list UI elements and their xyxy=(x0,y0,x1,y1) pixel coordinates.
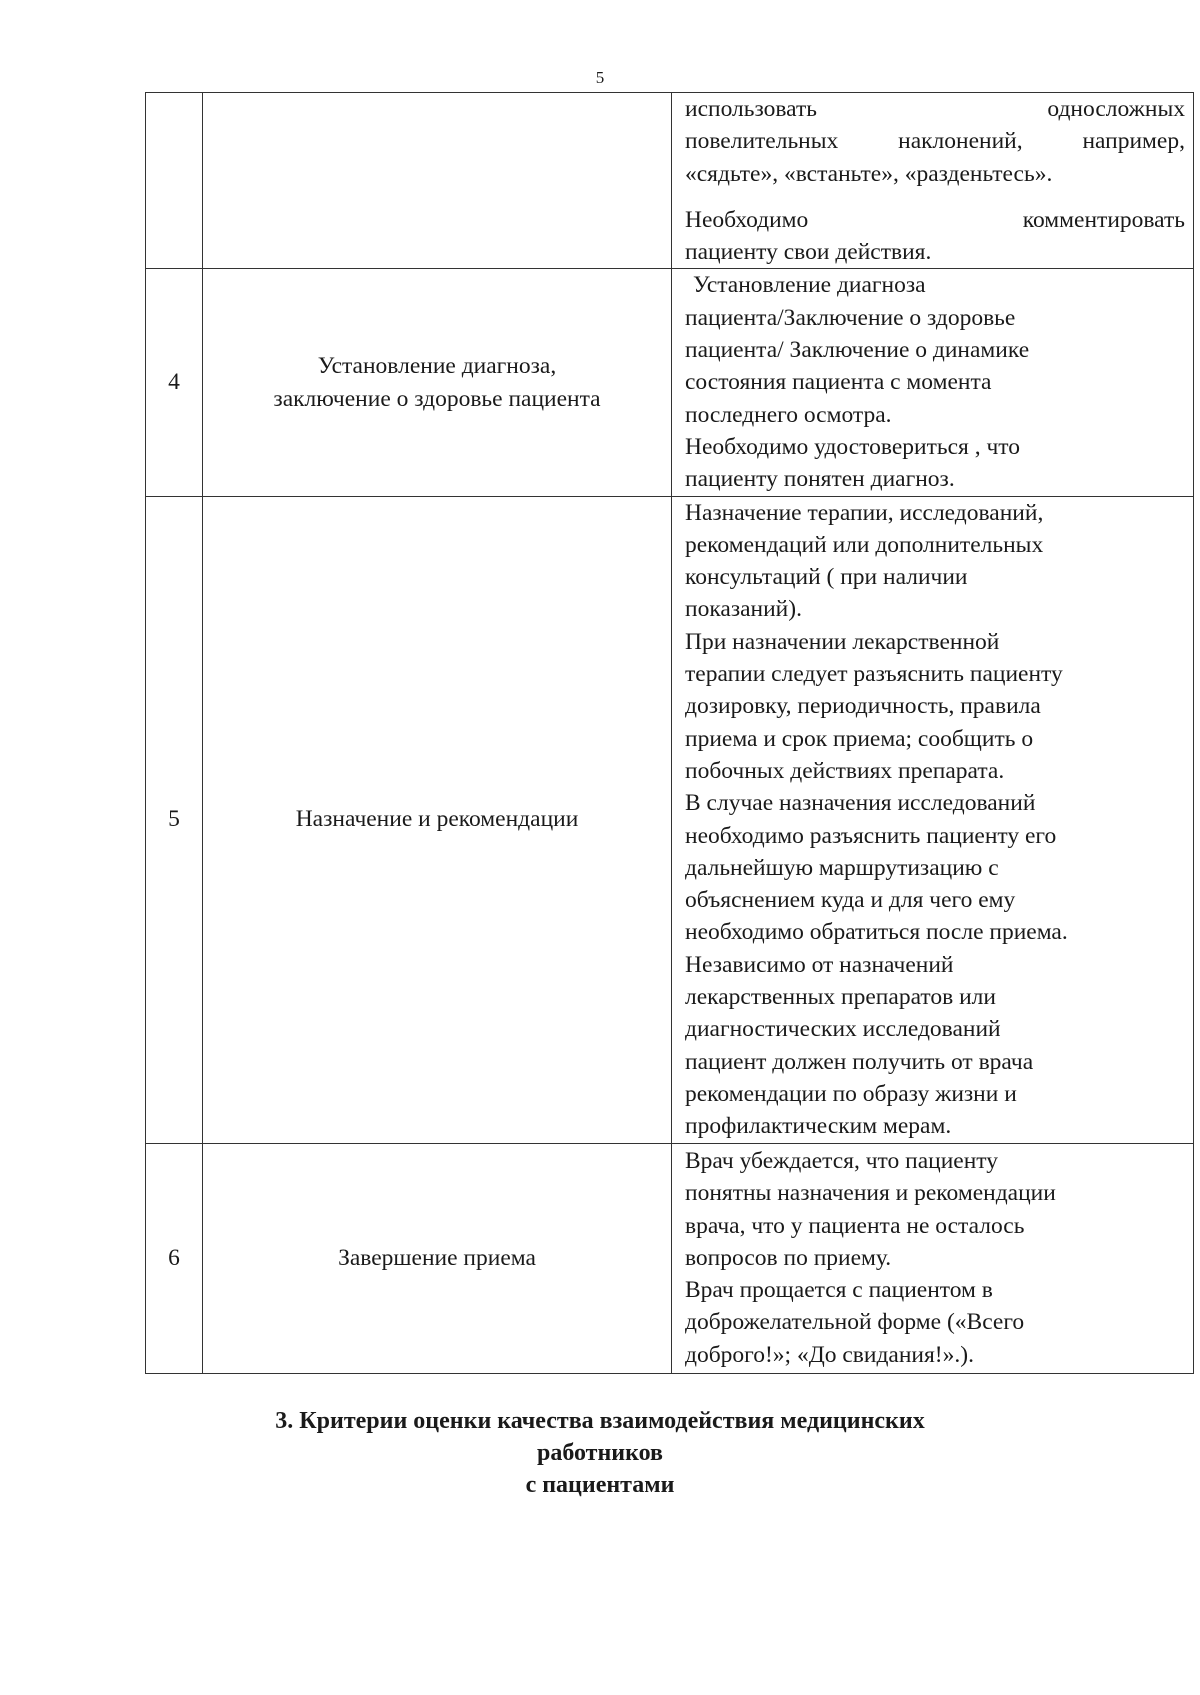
description-line: объяснением куда и для чего ему xyxy=(685,887,1016,914)
description-line: Необходимо удостовериться , что xyxy=(685,433,1020,460)
section-heading xyxy=(0,1405,1200,1501)
description-line: приема и срок приема; сообщить о xyxy=(685,725,1034,752)
description-line: показаний). xyxy=(685,596,802,623)
description-line: диагностических исследований xyxy=(685,1016,1001,1043)
description-line: доброжелательной форме («Всего xyxy=(685,1309,1025,1336)
description-line: состояния пациента с момента xyxy=(685,369,992,396)
stage-cell: Назначение и рекомендации xyxy=(203,496,672,1143)
page-number: 5 xyxy=(595,68,605,87)
row-number-cell xyxy=(146,93,203,269)
description-line: необходимо разъяснить пациенту его xyxy=(685,822,1057,849)
description-line: «сядьте», «встаньте», «разденьтесь». xyxy=(685,160,1053,187)
description-line: доброго!»; «До свидания!».). xyxy=(685,1341,974,1368)
description-line: профилактическим мерам. xyxy=(685,1113,952,1140)
stage-cell: Завершение приема xyxy=(203,1143,672,1373)
description-line: пациента/Заключение о здоровье xyxy=(685,304,1016,331)
description-line: Назначение терапии, исследований, xyxy=(685,499,1044,526)
description-line: терапии следует разъяснить пациенту xyxy=(685,661,1063,688)
description-line: Установление диагноза xyxy=(693,272,926,299)
stage-cell xyxy=(203,93,672,269)
row-number-cell: 5 xyxy=(146,496,203,1143)
description-line: использовать односложных xyxy=(685,96,1185,122)
description-line: понятны назначения и рекомендации xyxy=(685,1180,1056,1207)
description-line: При назначении лекарственной xyxy=(685,628,1000,655)
procedure-table xyxy=(145,92,1194,1374)
description-line: последнего осмотра. xyxy=(685,401,892,428)
description-line: врача, что у пациента не осталось xyxy=(685,1212,1025,1239)
section-heading-line: с пациентами xyxy=(525,1472,675,1498)
table-row xyxy=(146,496,1194,1143)
table-row xyxy=(146,1143,1194,1373)
description-line: вопросов по приему. xyxy=(685,1244,892,1271)
section-heading-line: работников xyxy=(536,1440,664,1466)
description-line: пациенту понятен диагноз. xyxy=(685,466,955,493)
description-line: пациента/ Заключение о динамике xyxy=(685,337,1030,364)
description-line: рекомендаций или дополнительных xyxy=(685,531,1044,558)
description-line: Независимо от назначений xyxy=(685,951,954,978)
table-row xyxy=(146,93,1194,269)
stage-label: Установление диагноза, xyxy=(317,353,557,380)
description-line: дальнейшую маршрутизацию с xyxy=(685,854,999,881)
description-cell xyxy=(672,1143,1194,1373)
description-cell xyxy=(672,496,1194,1143)
description-line: Врач прощается с пациентом в xyxy=(685,1277,993,1304)
description-line: лекарственных препаратов или xyxy=(685,984,996,1011)
description-line: В случае назначения исследований xyxy=(685,790,1036,817)
description-line: пациенту свои действия. xyxy=(685,239,932,266)
section-heading-line: 3. Критерии оценки качества взаимодействия медицинских xyxy=(275,1408,925,1434)
description-line: консультаций ( при наличии xyxy=(685,564,968,591)
row-number-cell: 6 xyxy=(146,1143,203,1373)
description-line: необходимо обратиться после приема. xyxy=(685,919,1068,946)
stage-label: заключение о здоровье пациента xyxy=(273,385,601,412)
description-line: рекомендации по образу жизни и xyxy=(685,1080,1017,1107)
description-line: побочных действиях препарата. xyxy=(685,757,1005,784)
description-cell xyxy=(672,269,1194,496)
stage-cell xyxy=(203,269,672,496)
description-line: Врач убеждается, что пациенту xyxy=(685,1147,999,1174)
description-line: повелительных наклонений, например, xyxy=(685,128,1185,155)
row-number-cell: 4 xyxy=(146,269,203,496)
description-line: дозировку, периодичность, правила xyxy=(685,693,1041,720)
description-cell xyxy=(672,93,1194,269)
description-line: пациент должен получить от врача xyxy=(685,1048,1034,1075)
description-line: Необходимо комментировать xyxy=(685,206,1185,233)
table-row xyxy=(146,269,1194,496)
